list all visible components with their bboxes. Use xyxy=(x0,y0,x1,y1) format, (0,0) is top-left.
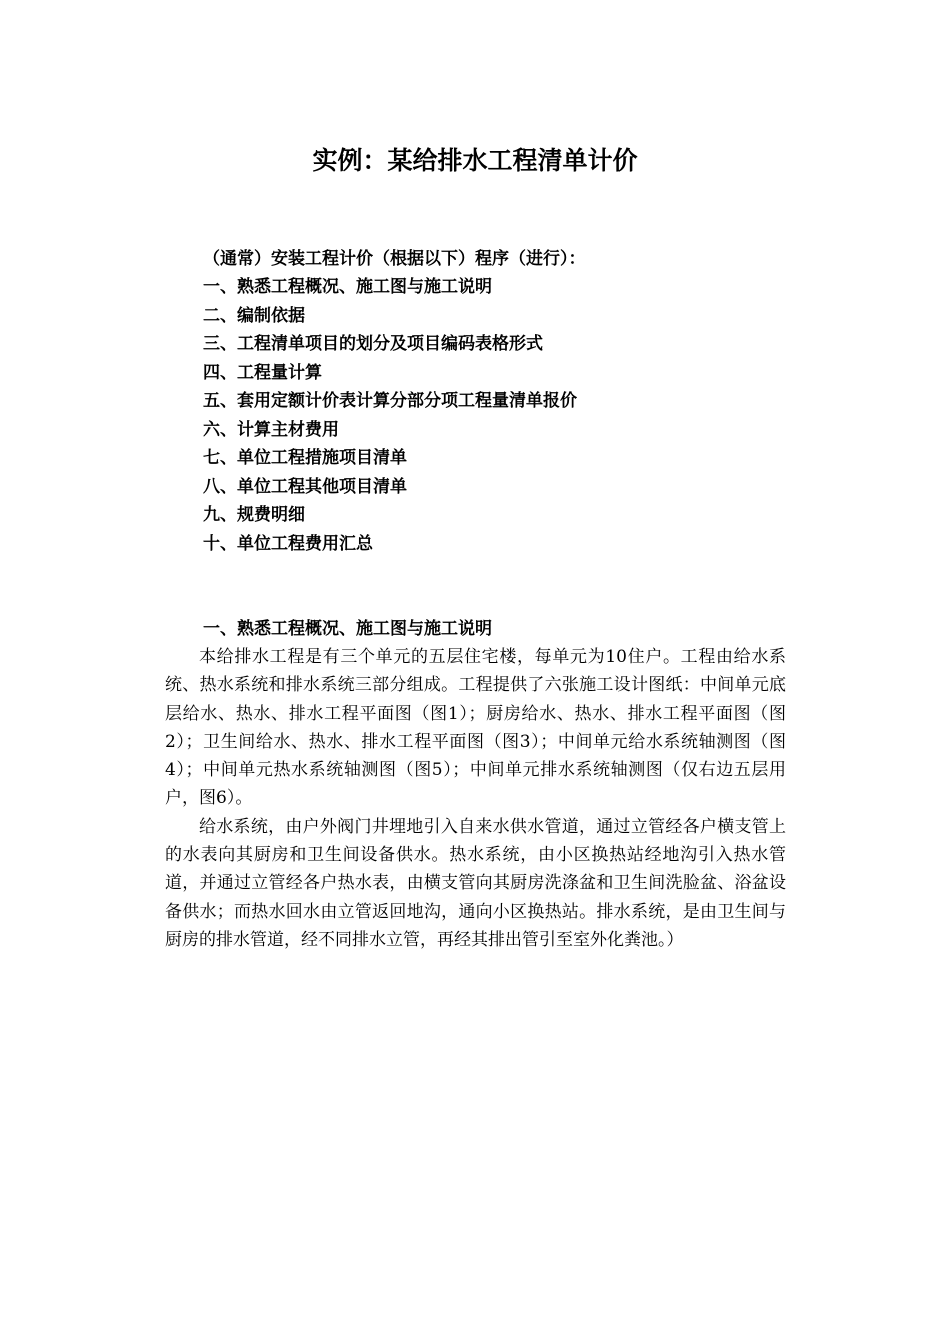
procedure-step: 五、套用定额计价表计算分部分项工程量清单报价 xyxy=(203,391,577,411)
section-heading: 一、熟悉工程概况、施工图与施工说明 xyxy=(203,619,492,639)
document-title: 实例：某给排水工程清单计价 xyxy=(312,146,638,175)
procedure-step: 二、编制依据 xyxy=(203,305,305,326)
procedure-step: 七、单位工程措施项目清单 xyxy=(203,448,407,468)
body-paragraph: 本给排水工程是有三个单元的五层住宅楼，每单元为10住户。工程由给水系统、热水系统和排水系统三部分组成。工程提供了六张施工设计图纸：中间单元底层给水、热水、排水工程平面图（图1）；厨房给水、热水、排水工程平面图（图2）；卫生间给水、热水、排水工程平面图（图3）；中间单元给水系统轴测图（图4）；中间单元热水系统轴测图（图5）；中间单元排水系统轴测图（仅右边五层用户，图6）。 xyxy=(165,647,786,809)
procedure-step: 四、工程量计算 xyxy=(203,362,322,383)
procedure-step: 九、规费明细 xyxy=(203,505,305,525)
section-body xyxy=(165,643,786,954)
procedure-step: 一、熟悉工程概况、施工图与施工说明 xyxy=(203,277,492,297)
procedure-step: 八、单位工程其他项目清单 xyxy=(203,476,407,497)
body-paragraph: 给水系统，由户外阀门井埋地引入自来水供水管道，通过立管经各户横支管上的水表向其厨房和卫生间设备供水。热水系统，由小区换热站经地沟引入热水管道，并通过立管经各户热水表，由横支管向其厨房洗涤盆和卫生间洗脸盆、浴盆设备供水；而热水回水由立管返回地沟，通向小区换热站。排水系统，是由卫生间与厨房的排水管道，经不同排水立管，再经其排出管引至室外化粪池。） xyxy=(165,816,786,950)
procedure-step: 十、单位工程费用汇总 xyxy=(203,533,373,554)
procedure-step: 三、工程清单项目的划分及项目编码表格形式 xyxy=(203,334,543,354)
procedure-steps-list xyxy=(203,273,577,558)
procedure-step: 六、计算主材费用 xyxy=(203,419,339,440)
procedure-intro: （通常）安装工程计价（根据以下）程序（进行）： xyxy=(203,249,586,269)
